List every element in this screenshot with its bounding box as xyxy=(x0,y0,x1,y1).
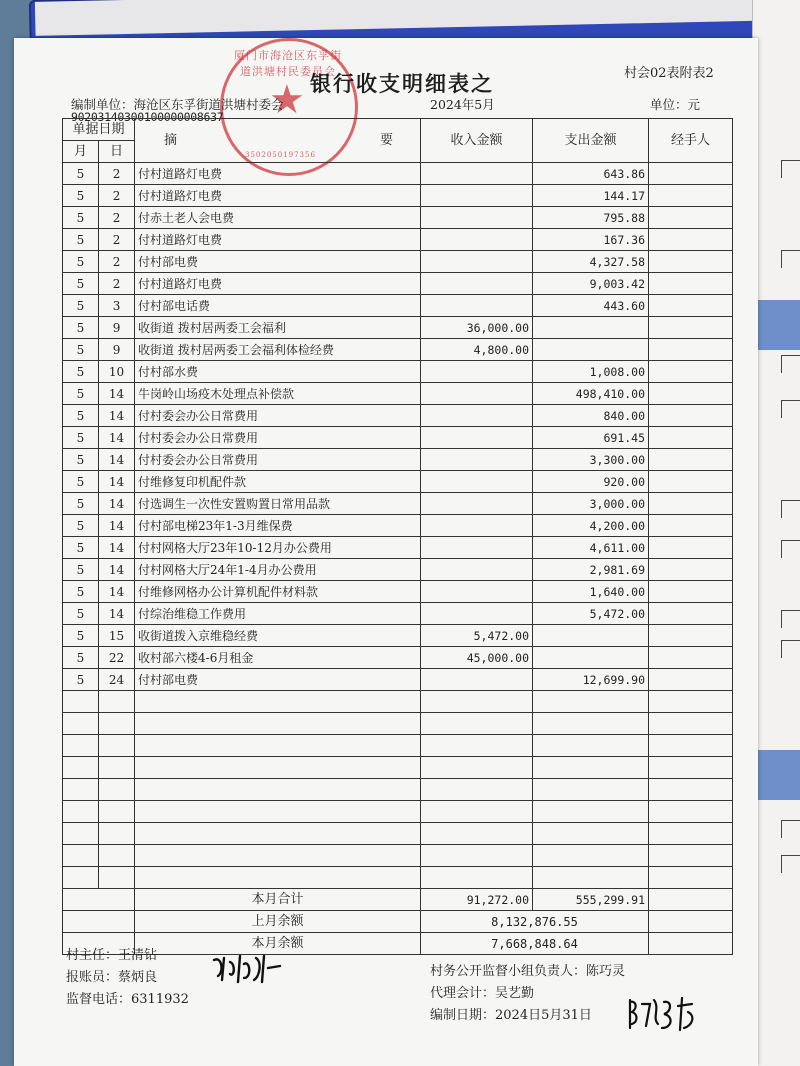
blank-cell xyxy=(99,691,135,713)
row-handler xyxy=(649,273,733,295)
row-description: 付村委会办公日常费用 xyxy=(135,427,421,449)
blank-cell xyxy=(135,801,421,823)
blank-cell xyxy=(533,823,649,845)
village-director: 村主任：王清钻 xyxy=(66,948,158,963)
row-month: 5 xyxy=(63,317,99,339)
row-expense: 12,699.90 xyxy=(533,669,649,691)
row-month: 5 xyxy=(63,493,99,515)
row-day: 2 xyxy=(99,207,135,229)
row-income xyxy=(421,163,533,185)
row-handler xyxy=(649,669,733,691)
table-row xyxy=(63,361,733,383)
bank-account-number: 90203140300100000008637 xyxy=(71,110,224,124)
row-handler xyxy=(649,295,733,317)
table-row xyxy=(63,559,733,581)
month-total-income: 91,272.00 xyxy=(421,889,533,911)
supervision-phone: 监督电话：6311932 xyxy=(66,992,189,1007)
blank-cell xyxy=(421,757,533,779)
blank-cell xyxy=(135,757,421,779)
row-expense: 2,981.69 xyxy=(533,559,649,581)
row-expense: 4,327.58 xyxy=(533,251,649,273)
row-month: 5 xyxy=(63,295,99,317)
blank-cell xyxy=(63,779,99,801)
prev-balance-value: 8,132,876.55 xyxy=(421,911,649,933)
cur-balance-value: 7,668,848.64 xyxy=(421,933,649,955)
row-handler xyxy=(649,471,733,493)
row-expense: 144.17 xyxy=(533,185,649,207)
blank-cell xyxy=(533,735,649,757)
row-income: 45,000.00 xyxy=(421,647,533,669)
row-month: 5 xyxy=(63,647,99,669)
row-expense: 840.00 xyxy=(533,405,649,427)
row-day: 14 xyxy=(99,537,135,559)
row-day: 14 xyxy=(99,405,135,427)
row-month: 5 xyxy=(63,229,99,251)
table-row xyxy=(63,207,733,229)
blank-row xyxy=(63,779,733,801)
row-month: 5 xyxy=(63,581,99,603)
row-description: 付村部电梯23年1-3月维保费 xyxy=(135,515,421,537)
blank-cell xyxy=(421,691,533,713)
blank-cell xyxy=(135,823,421,845)
row-expense: 3,300.00 xyxy=(533,449,649,471)
blank-cell xyxy=(649,757,733,779)
ledger-body xyxy=(63,163,733,889)
row-income xyxy=(421,559,533,581)
blank-row xyxy=(63,735,733,757)
row-description: 收街道拨入京维稳经费 xyxy=(135,625,421,647)
row-expense xyxy=(533,647,649,669)
blank-cell xyxy=(421,867,533,889)
blank-cell xyxy=(63,735,99,757)
blank-row xyxy=(63,801,733,823)
month-total-expense: 555,299.91 xyxy=(533,889,649,911)
row-day: 14 xyxy=(99,515,135,537)
row-expense xyxy=(533,625,649,647)
row-handler xyxy=(649,339,733,361)
row-day: 14 xyxy=(99,471,135,493)
row-month: 5 xyxy=(63,207,99,229)
blank-cell xyxy=(533,691,649,713)
supervisor: 村务公开监督小组负责人：陈巧灵 xyxy=(430,964,626,979)
row-handler xyxy=(649,185,733,207)
row-income xyxy=(421,295,533,317)
cur-balance-label: 本月余额 xyxy=(135,933,421,955)
row-expense: 691.45 xyxy=(533,427,649,449)
blank-cell xyxy=(135,867,421,889)
row-income xyxy=(421,405,533,427)
row-handler xyxy=(649,449,733,471)
row-income: 36,000.00 xyxy=(421,317,533,339)
row-day: 3 xyxy=(99,295,135,317)
row-description: 收街道 拨村居两委工会福利体检经费 xyxy=(135,339,421,361)
blank-cell xyxy=(649,713,733,735)
row-handler xyxy=(649,251,733,273)
row-handler xyxy=(649,361,733,383)
row-month: 5 xyxy=(63,405,99,427)
blank-cell xyxy=(649,801,733,823)
row-expense: 920.00 xyxy=(533,471,649,493)
row-description: 牛岗岭山场疫木处理点补偿款 xyxy=(135,383,421,405)
row-expense: 643.86 xyxy=(533,163,649,185)
row-income xyxy=(421,251,533,273)
row-month: 5 xyxy=(63,449,99,471)
row-income xyxy=(421,493,533,515)
document-title: 银行收支明细表之 xyxy=(310,71,494,96)
row-day: 2 xyxy=(99,229,135,251)
blank-row xyxy=(63,691,733,713)
blank-cell xyxy=(135,713,421,735)
blank-cell xyxy=(421,823,533,845)
cur-balance-row xyxy=(63,933,733,955)
ledger-paper xyxy=(14,38,758,1066)
row-description: 收街道 拨村居两委工会福利 xyxy=(135,317,421,339)
row-handler xyxy=(649,383,733,405)
blank-cell xyxy=(421,801,533,823)
blank-cell xyxy=(649,867,733,889)
row-description: 付村部水费 xyxy=(135,361,421,383)
row-month: 5 xyxy=(63,537,99,559)
row-description: 付村道路灯电费 xyxy=(135,185,421,207)
row-description: 付村道路灯电费 xyxy=(135,273,421,295)
table-row xyxy=(63,449,733,471)
row-expense: 443.60 xyxy=(533,295,649,317)
row-expense: 4,611.00 xyxy=(533,537,649,559)
blank-cell xyxy=(135,779,421,801)
stamp-star-icon: ★ xyxy=(269,77,305,123)
row-month: 5 xyxy=(63,471,99,493)
table-row xyxy=(63,515,733,537)
row-income xyxy=(421,361,533,383)
blank-cell xyxy=(99,801,135,823)
row-month: 5 xyxy=(63,251,99,273)
table-row xyxy=(63,669,733,691)
blank-cell xyxy=(99,713,135,735)
row-description: 付村道路灯电费 xyxy=(135,163,421,185)
row-income xyxy=(421,185,533,207)
row-description: 付维修复印机配件款 xyxy=(135,471,421,493)
row-month: 5 xyxy=(63,185,99,207)
row-expense: 3,000.00 xyxy=(533,493,649,515)
blank-cell xyxy=(649,735,733,757)
row-handler xyxy=(649,581,733,603)
header-handler: 经手人 xyxy=(649,119,733,163)
prev-balance-label: 上月余额 xyxy=(135,911,421,933)
row-description: 付村部电费 xyxy=(135,251,421,273)
blank-cell xyxy=(533,845,649,867)
row-description: 付村网格大厅23年10-12月办公费用 xyxy=(135,537,421,559)
blank-cell xyxy=(99,845,135,867)
row-description: 付村网格大厅24年1-4月办公费用 xyxy=(135,559,421,581)
row-expense: 5,472.00 xyxy=(533,603,649,625)
blank-cell xyxy=(99,779,135,801)
row-income xyxy=(421,449,533,471)
table-row xyxy=(63,471,733,493)
row-description: 付维修网格办公计算机配件材料款 xyxy=(135,581,421,603)
blank-cell xyxy=(63,867,99,889)
blank-row xyxy=(63,713,733,735)
row-month: 5 xyxy=(63,383,99,405)
row-expense: 1,008.00 xyxy=(533,361,649,383)
row-income xyxy=(421,669,533,691)
table-row xyxy=(63,427,733,449)
bookkeeper: 报账员：蔡炳良 xyxy=(66,970,158,985)
row-handler xyxy=(649,515,733,537)
row-month: 5 xyxy=(63,427,99,449)
row-day: 2 xyxy=(99,163,135,185)
header-doc-date: 单据日期 xyxy=(63,119,135,141)
row-handler xyxy=(649,647,733,669)
row-expense: 4,200.00 xyxy=(533,515,649,537)
row-handler xyxy=(649,207,733,229)
row-month: 5 xyxy=(63,163,99,185)
row-expense: 498,410.00 xyxy=(533,383,649,405)
row-month: 5 xyxy=(63,273,99,295)
row-handler xyxy=(649,537,733,559)
compile-date: 编制日期：2024日5月31日 xyxy=(430,1008,592,1023)
row-day: 22 xyxy=(99,647,135,669)
blank-cell xyxy=(421,735,533,757)
header-expense: 支出金额 xyxy=(533,119,649,163)
row-month: 5 xyxy=(63,339,99,361)
row-month: 5 xyxy=(63,625,99,647)
row-month: 5 xyxy=(63,361,99,383)
table-row xyxy=(63,317,733,339)
row-description: 付赤土老人会电费 xyxy=(135,207,421,229)
blank-cell xyxy=(63,801,99,823)
row-month: 5 xyxy=(63,669,99,691)
row-handler xyxy=(649,163,733,185)
row-description: 付综治维稳工作费用 xyxy=(135,603,421,625)
stamp-text: 厦门市海沧区东孚街道洪塘村民委员会 xyxy=(234,49,342,78)
row-description: 付村道路灯电费 xyxy=(135,229,421,251)
row-expense xyxy=(533,317,649,339)
row-handler xyxy=(649,405,733,427)
row-income xyxy=(421,603,533,625)
prev-balance-row xyxy=(63,911,733,933)
row-income: 5,472.00 xyxy=(421,625,533,647)
blank-cell xyxy=(99,735,135,757)
month-total-row xyxy=(63,889,733,911)
row-day: 14 xyxy=(99,427,135,449)
header-summary: 摘 要 xyxy=(135,119,421,163)
row-income xyxy=(421,427,533,449)
row-expense: 9,003.42 xyxy=(533,273,649,295)
row-handler xyxy=(649,317,733,339)
blank-cell xyxy=(135,845,421,867)
row-handler xyxy=(649,603,733,625)
compiling-unit: 编制单位：海沧区东孚街道洪塘村委会 xyxy=(71,97,284,112)
row-day: 10 xyxy=(99,361,135,383)
table-row xyxy=(63,185,733,207)
row-day: 15 xyxy=(99,625,135,647)
row-description: 付村委会办公日常费用 xyxy=(135,405,421,427)
row-expense: 167.36 xyxy=(533,229,649,251)
blank-cell xyxy=(99,823,135,845)
row-description: 付村部电话费 xyxy=(135,295,421,317)
blank-cell xyxy=(421,779,533,801)
header-income: 收入金额 xyxy=(421,119,533,163)
blank-cell xyxy=(649,691,733,713)
row-expense: 1,640.00 xyxy=(533,581,649,603)
month-total-label: 本月合计 xyxy=(135,889,421,911)
row-description: 付村委会办公日常费用 xyxy=(135,449,421,471)
table-row xyxy=(63,537,733,559)
table-row xyxy=(63,229,733,251)
row-day: 14 xyxy=(99,559,135,581)
blank-cell xyxy=(533,801,649,823)
table-row xyxy=(63,295,733,317)
blank-cell xyxy=(533,713,649,735)
row-day: 2 xyxy=(99,273,135,295)
row-description: 收村部六楼4-6月租金 xyxy=(135,647,421,669)
header-day: 日 xyxy=(99,141,135,163)
row-expense xyxy=(533,339,649,361)
row-description: 付选调生一次性安置购置日常用品款 xyxy=(135,493,421,515)
blank-row xyxy=(63,845,733,867)
table-row xyxy=(63,405,733,427)
row-handler xyxy=(649,427,733,449)
blank-cell xyxy=(63,713,99,735)
table-row xyxy=(63,603,733,625)
blank-cell xyxy=(135,735,421,757)
row-day: 14 xyxy=(99,383,135,405)
row-handler xyxy=(649,229,733,251)
row-day: 9 xyxy=(99,339,135,361)
row-handler xyxy=(649,625,733,647)
supervisor-signature xyxy=(626,994,706,1040)
blank-cell xyxy=(421,713,533,735)
row-month: 5 xyxy=(63,559,99,581)
row-day: 14 xyxy=(99,603,135,625)
table-row xyxy=(63,251,733,273)
table-row xyxy=(63,163,733,185)
row-income xyxy=(421,229,533,251)
row-day: 2 xyxy=(99,251,135,273)
row-income xyxy=(421,471,533,493)
blank-cell xyxy=(421,845,533,867)
stamp-number: 3502050197356 xyxy=(245,151,316,159)
form-code: 村会02表附表2 xyxy=(624,66,714,81)
row-expense: 795.88 xyxy=(533,207,649,229)
blank-cell xyxy=(99,867,135,889)
row-income xyxy=(421,537,533,559)
blank-cell xyxy=(533,867,649,889)
blank-row xyxy=(63,867,733,889)
blank-cell xyxy=(649,845,733,867)
blank-cell xyxy=(533,779,649,801)
blank-cell xyxy=(99,757,135,779)
row-day: 14 xyxy=(99,449,135,471)
row-income xyxy=(421,273,533,295)
background-adjacent-sheet xyxy=(752,0,800,1066)
blank-row xyxy=(63,757,733,779)
blank-cell xyxy=(649,823,733,845)
row-income xyxy=(421,515,533,537)
header-month: 月 xyxy=(63,141,99,163)
blank-cell xyxy=(63,823,99,845)
table-row xyxy=(63,493,733,515)
row-handler xyxy=(649,559,733,581)
row-month: 5 xyxy=(63,515,99,537)
row-income xyxy=(421,581,533,603)
row-income xyxy=(421,383,533,405)
blank-cell xyxy=(135,691,421,713)
row-day: 14 xyxy=(99,493,135,515)
blank-cell xyxy=(533,757,649,779)
row-day: 24 xyxy=(99,669,135,691)
blank-cell xyxy=(63,845,99,867)
report-period: 2024年5月 xyxy=(430,97,495,112)
row-handler xyxy=(649,493,733,515)
table-row xyxy=(63,647,733,669)
table-row xyxy=(63,339,733,361)
blank-cell xyxy=(63,691,99,713)
table-row xyxy=(63,625,733,647)
table-row xyxy=(63,383,733,405)
table-row xyxy=(63,581,733,603)
blank-cell xyxy=(649,779,733,801)
row-description: 付村部电费 xyxy=(135,669,421,691)
row-day: 2 xyxy=(99,185,135,207)
director-signature xyxy=(210,952,290,992)
blank-cell xyxy=(63,757,99,779)
row-income: 4,800.00 xyxy=(421,339,533,361)
ledger-table xyxy=(62,118,733,955)
row-day: 9 xyxy=(99,317,135,339)
row-income xyxy=(421,207,533,229)
table-row xyxy=(63,273,733,295)
agent-accountant: 代理会计：吴艺勤 xyxy=(430,986,535,1001)
row-month: 5 xyxy=(63,603,99,625)
currency-unit: 单位：元 xyxy=(650,97,701,112)
row-day: 14 xyxy=(99,581,135,603)
blank-row xyxy=(63,823,733,845)
